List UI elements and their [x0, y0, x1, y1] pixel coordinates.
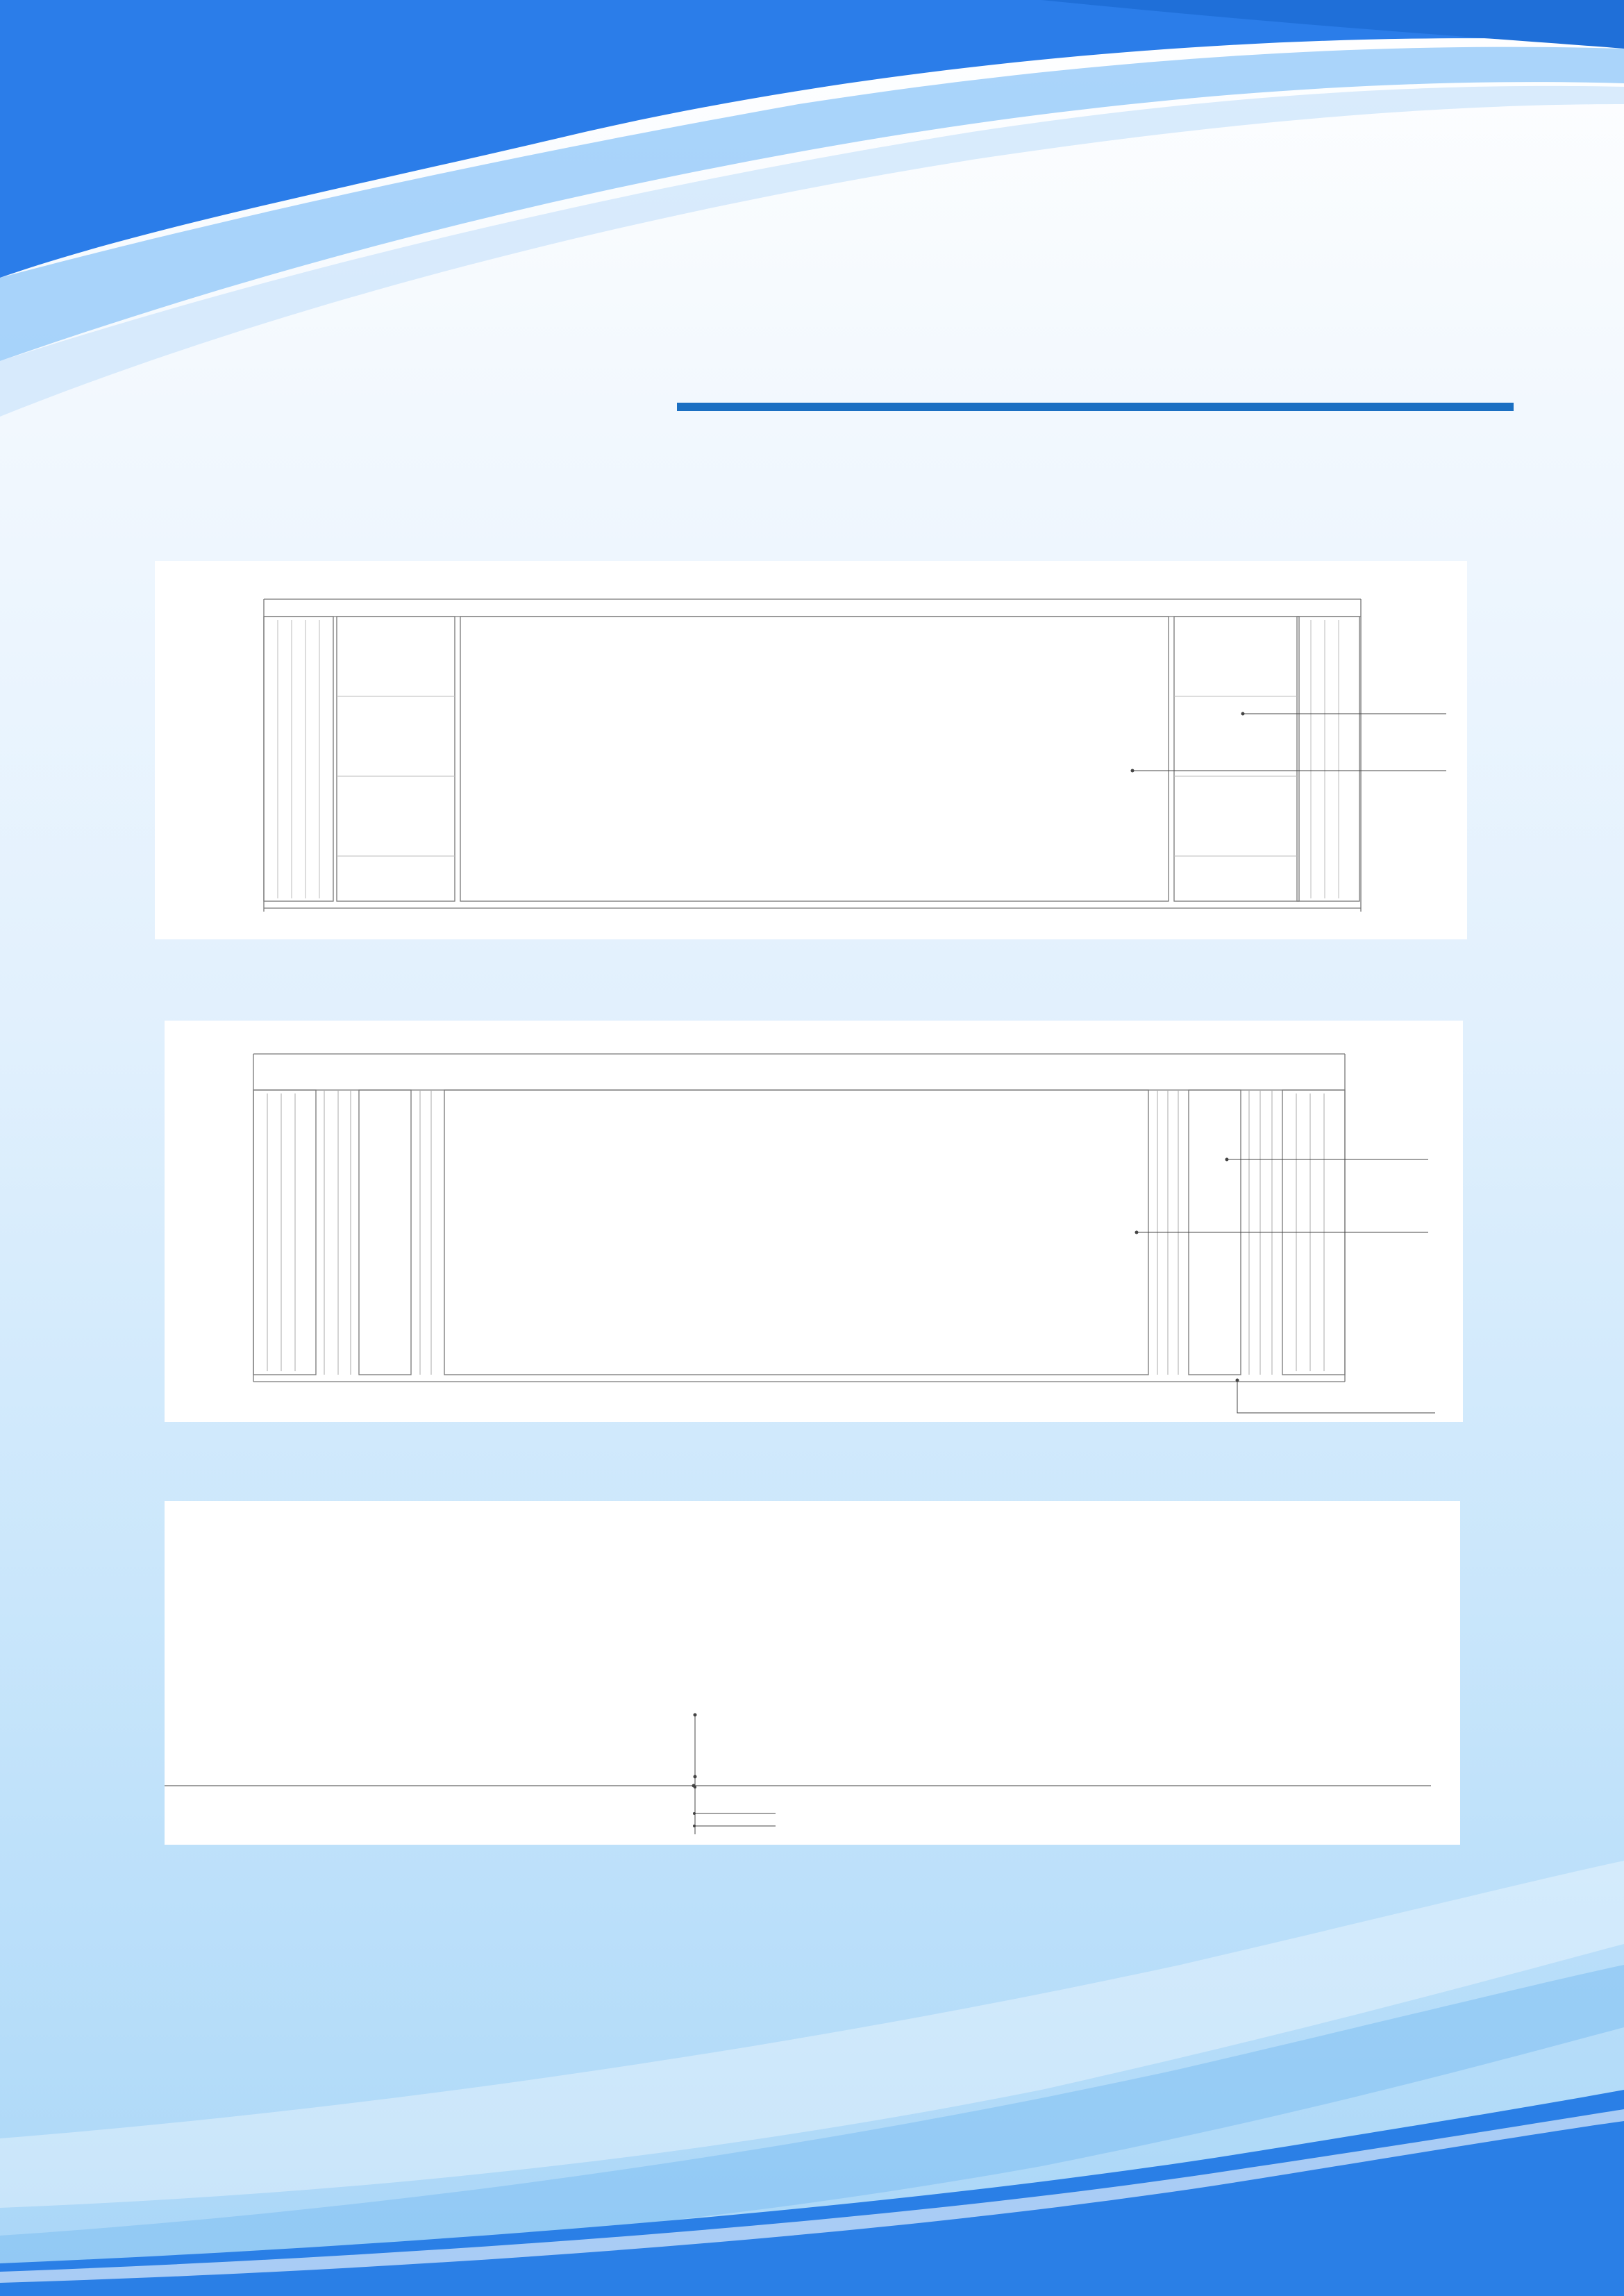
- footer-background: [0, 1847, 1624, 2296]
- header-background: [0, 0, 1624, 444]
- drawing-after-overall: [165, 1021, 1463, 1422]
- drawing-before-change: [155, 561, 1467, 939]
- drawing-after-partial-solid-wall: [165, 1501, 1460, 1845]
- subtitle-underline: [677, 403, 1514, 411]
